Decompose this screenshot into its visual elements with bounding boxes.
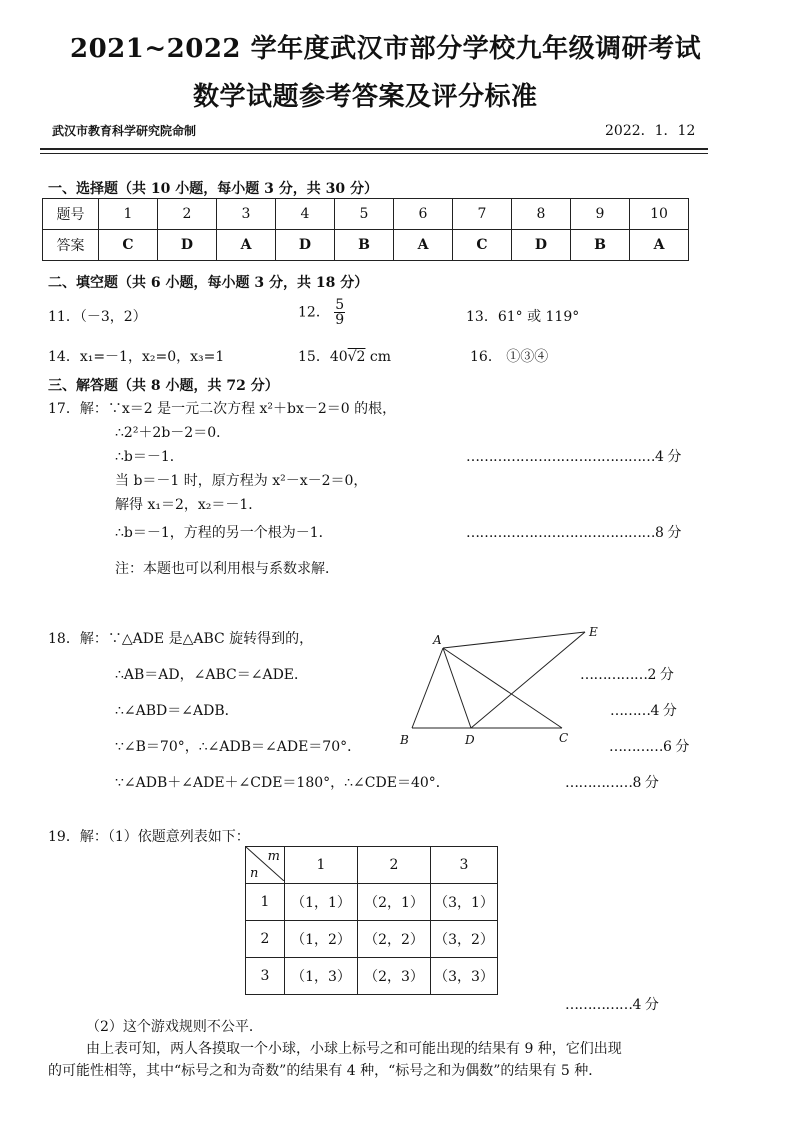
question-number: 7 — [453, 199, 512, 230]
question-number: 2 — [158, 199, 217, 230]
score-marker: ……………2 分 — [580, 667, 674, 683]
column-header: 3 — [431, 847, 498, 884]
score-marker: ………4 分 — [610, 703, 677, 719]
answer-cell: C — [453, 230, 512, 261]
q19-line: 的可能性相等，其中“标号之和为奇数”的结果有 4 种，“标号之和为偶数”的结果有 5 种． — [48, 1063, 603, 1079]
answer-15-unit: cm — [365, 349, 392, 365]
outcome-cell: （1，1） — [285, 884, 358, 921]
outcome-cell: （2，2） — [358, 921, 431, 958]
answer-key-title: 数学试题参考答案及评分标准 — [193, 82, 538, 112]
q18-line: ∴AB＝AD，∠ABC＝∠ADE． — [115, 667, 309, 683]
answer-cell: A — [217, 230, 276, 261]
answer-cell: D — [512, 230, 571, 261]
question-number: 10 — [630, 199, 689, 230]
question-number: 3 — [217, 199, 276, 230]
q19-line: 由上表可知，两人各摸取一个小球，小球上标号之和可能出现的结果有 9 种，它们出现 — [86, 1041, 622, 1057]
q17-line: 17．解：∵x＝2 是一元二次方程 x²＋bx－2＝0 的根， — [48, 401, 397, 417]
q17-line: 解得 x₁＝2，x₂＝－1． — [115, 497, 263, 513]
outcome-cell: （2，3） — [358, 958, 431, 995]
corner-label-m: m — [267, 849, 280, 864]
segment-AB — [412, 648, 443, 728]
answer-13: 13．61° 或 119° — [466, 309, 580, 325]
q19-line: （2）这个游戏规则不公平． — [86, 1019, 263, 1035]
score-marker: ……………4 分 — [565, 997, 659, 1013]
column-header: 1 — [285, 847, 358, 884]
answer-cell: D — [276, 230, 335, 261]
fraction — [334, 298, 345, 327]
section-2-heading: 二、填空题（共 6 小题，每小题 3 分，共 18 分） — [48, 275, 369, 291]
answer-15-label: 15．40 — [298, 349, 348, 365]
q18-line: ∵∠ADB＋∠ADE＋∠CDE＝180°，∴∠CDE＝40°． — [115, 775, 450, 791]
outcome-table — [245, 846, 498, 995]
answer-16: 16． ①③④ — [470, 349, 549, 365]
corner-cell — [246, 847, 285, 884]
segment-AD — [443, 648, 471, 728]
score-marker: ……………8 分 — [565, 775, 659, 791]
section-3-heading: 三、解答题（共 8 小题，共 72 分） — [48, 378, 279, 394]
q17-line: ∴2²＋2b－2＝0． — [115, 425, 231, 441]
row-header: 3 — [246, 958, 285, 995]
exam-title: 2021~2022 学年度武汉市部分学校九年级调研考试 — [70, 34, 702, 64]
column-header: 2 — [358, 847, 431, 884]
answer-cell: D — [158, 230, 217, 261]
segment-AE — [443, 632, 585, 648]
q18-line: 18．解：∵△ADE 是△ABC 旋转得到的， — [48, 631, 314, 647]
q17-line: ∴b＝－1，方程的另一个根为－1． — [115, 525, 333, 541]
segment-AC — [443, 648, 562, 728]
question-number: 8 — [512, 199, 571, 230]
score-marker: …………6 分 — [609, 739, 689, 755]
header-divider-thin — [40, 153, 708, 154]
q17-line: ∴b＝－1． — [115, 449, 184, 465]
radical: √2 — [347, 349, 366, 365]
outcome-cell: （2，1） — [358, 884, 431, 921]
header-divider-thick — [40, 148, 708, 150]
row-header: 1 — [246, 884, 285, 921]
row-label-question: 题号 — [43, 199, 99, 230]
question-number: 6 — [394, 199, 453, 230]
outcome-cell: （1，2） — [285, 921, 358, 958]
section-1-heading: 一、选择题（共 10 小题，每小题 3 分，共 30 分） — [48, 181, 378, 197]
q18-line: ∵∠B＝70°，∴∠ADB＝∠ADE＝70°． — [115, 739, 362, 755]
answer-cell: A — [630, 230, 689, 261]
outcome-cell: （3，3） — [431, 958, 498, 995]
answer-12-label: 12． — [298, 304, 330, 321]
publisher: 武汉市教育科学研究院命制 — [52, 124, 197, 138]
question-number: 5 — [335, 199, 394, 230]
answer-12 — [298, 298, 345, 327]
vertex-label-C: C — [559, 731, 569, 745]
date: 2022．1．12 — [605, 123, 696, 139]
vertex-label-A: A — [433, 633, 442, 647]
question-number-row — [43, 199, 689, 230]
vertex-label-B: B — [400, 733, 409, 747]
table-row — [246, 921, 498, 958]
fraction-numerator: 5 — [335, 297, 345, 313]
answer-11: 11．（－3，2） — [48, 309, 147, 325]
segment-DE — [471, 632, 585, 728]
score-marker: ……………………………………4 分 — [466, 449, 681, 465]
outcome-cell: （1，3） — [285, 958, 358, 995]
table-row — [246, 884, 498, 921]
outcome-cell: （3，2） — [431, 921, 498, 958]
answer-cell: C — [99, 230, 158, 261]
q17-line: 当 b＝－1 时，原方程为 x²－x－2＝0， — [115, 473, 368, 489]
question-number: 9 — [571, 199, 630, 230]
vertex-label-E: E — [589, 625, 598, 639]
answer-15 — [298, 346, 391, 366]
row-header: 2 — [246, 921, 285, 958]
geometry-figure — [395, 620, 615, 750]
fraction-denominator: 9 — [335, 312, 345, 328]
table-row — [246, 958, 498, 995]
score-marker: ……………………………………8 分 — [466, 525, 681, 541]
vertex-label-D: D — [465, 733, 475, 747]
q17-note: 注：本题也可以利用根与系数求解． — [115, 561, 339, 577]
outcome-cell: （3，1） — [431, 884, 498, 921]
corner-label-n: n — [250, 866, 259, 881]
row-label-answer: 答案 — [43, 230, 99, 261]
question-number: 4 — [276, 199, 335, 230]
answer-cell: B — [571, 230, 630, 261]
answer-cell: A — [394, 230, 453, 261]
choice-answer-table — [42, 198, 689, 261]
answer-row — [43, 230, 689, 261]
q19-line: 19．解：（1）依题意列表如下： — [48, 829, 250, 845]
answer-cell: B — [335, 230, 394, 261]
question-number: 1 — [99, 199, 158, 230]
answer-14: 14．x₁=－1，x₂=0，x₃=1 — [48, 349, 225, 365]
q18-line: ∴∠ABD＝∠ADB． — [115, 703, 239, 719]
